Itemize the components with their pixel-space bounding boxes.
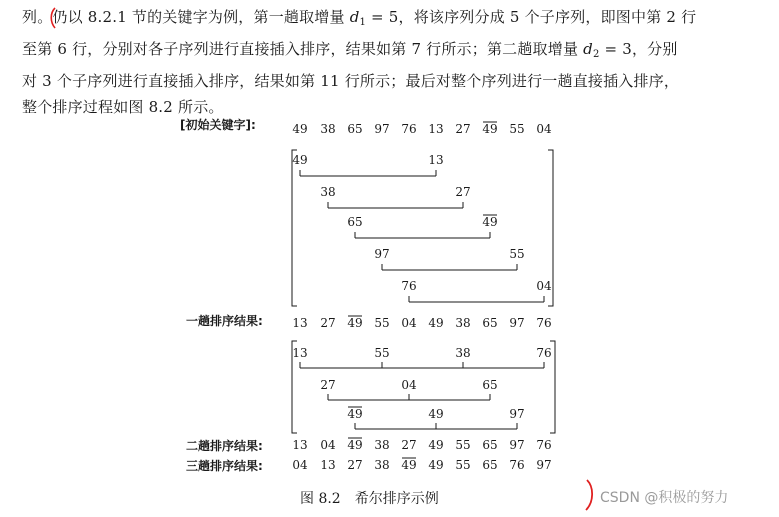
pass1-group-value: 38 (320, 185, 336, 199)
paragraph-line-1: 列。仍以 8.2.1 节的关键字为例，第一趟取增量 $d_1 = 5$，将该序列分成 5 个子序列，即图中第 2 行 (22, 8, 697, 28)
pass1-value: 65 (482, 316, 498, 330)
pass1-group-value: 27 (455, 185, 471, 199)
pass2-group-value: 49 (347, 407, 363, 421)
watermark: CSDN @积极的努力 (600, 490, 729, 506)
pass2-group-value: 04 (401, 378, 417, 392)
initial-value: 76 (401, 122, 417, 136)
pass2-group-value: 65 (482, 378, 498, 392)
pass1-value: 55 (374, 316, 390, 330)
initial-value: 65 (347, 122, 363, 136)
pass1-value: 38 (455, 316, 471, 330)
pass2-group-value: 49 (428, 407, 444, 421)
initial-label: [初始关键字]: (180, 118, 256, 132)
initial-value: 49 (482, 122, 498, 136)
pass2-group-value: 76 (536, 346, 552, 360)
pass3-value: 55 (455, 458, 471, 472)
pass2-value: 49 (347, 438, 363, 452)
pass2-value: 76 (536, 438, 552, 452)
pass1-group-value: 65 (347, 215, 363, 229)
pass2-value: 65 (482, 438, 498, 452)
pass1-value: 76 (536, 316, 552, 330)
pen-mark-end (584, 478, 596, 512)
pass3-value: 04 (292, 458, 308, 472)
pass2-value: 38 (374, 438, 390, 452)
initial-value: 13 (428, 122, 444, 136)
pass2-value: 04 (320, 438, 336, 452)
pass1-value: 27 (320, 316, 336, 330)
paragraph-line-2: 至第 6 行，分别对各子序列进行直接插入排序，结果如第 7 行所示；第二趟取增量 $d_2 = 3$，分别 (22, 40, 678, 60)
pass3-value: 27 (347, 458, 363, 472)
pass1-label: 一趟排序结果: (186, 314, 263, 328)
initial-value: 55 (509, 122, 525, 136)
pass2-group-value: 13 (292, 346, 308, 360)
pass1-group-value: 97 (374, 247, 390, 261)
pass1-group-value: 55 (509, 247, 525, 261)
pass3-value: 65 (482, 458, 498, 472)
pass3-value: 49 (428, 458, 444, 472)
initial-value: 27 (455, 122, 471, 136)
pass1-value: 04 (401, 316, 417, 330)
pass2-value: 13 (292, 438, 308, 452)
initial-value: 97 (374, 122, 390, 136)
pass3-value: 49 (401, 458, 417, 472)
pass2-group-value: 38 (455, 346, 471, 360)
pass2-value: 97 (509, 438, 525, 452)
pass1-left-bracket (292, 150, 297, 306)
pass2-group-value: 55 (374, 346, 390, 360)
pass1-value: 97 (509, 316, 525, 330)
pass3-value: 13 (320, 458, 336, 472)
initial-value: 04 (536, 122, 552, 136)
pass2-label: 二趟排序结果: (186, 439, 263, 453)
pass1-group-value: 13 (428, 153, 444, 167)
initial-value: 38 (320, 122, 336, 136)
initial-value: 49 (292, 122, 308, 136)
pass2-value: 55 (455, 438, 471, 452)
pass2-group-value: 27 (320, 378, 336, 392)
pass1-group-value: 76 (401, 279, 417, 293)
pass1-group-value: 49 (292, 153, 308, 167)
pass3-value: 38 (374, 458, 390, 472)
pass1-value: 49 (347, 316, 363, 330)
pass2-value: 27 (401, 438, 417, 452)
pass3-value: 76 (509, 458, 525, 472)
paragraph-line-4: 整个排序过程如图 8.2 所示。 (22, 98, 224, 116)
pass3-label: 三趟排序结果: (186, 459, 263, 473)
pass1-value: 49 (428, 316, 444, 330)
paragraph-line-3: 对 3 个子序列进行直接插入排序，结果如第 11 行所示；最后对整个序列进行一趟直接插入排序， (22, 72, 680, 90)
pass2-value: 49 (428, 438, 444, 452)
figure-caption: 图 8.2 希尔排序示例 (300, 491, 439, 507)
pass2-group-value: 97 (509, 407, 525, 421)
pass3-value: 97 (536, 458, 552, 472)
pass1-group-value: 04 (536, 279, 552, 293)
pass1-group-value: 49 (482, 215, 498, 229)
pass1-value: 13 (292, 316, 308, 330)
